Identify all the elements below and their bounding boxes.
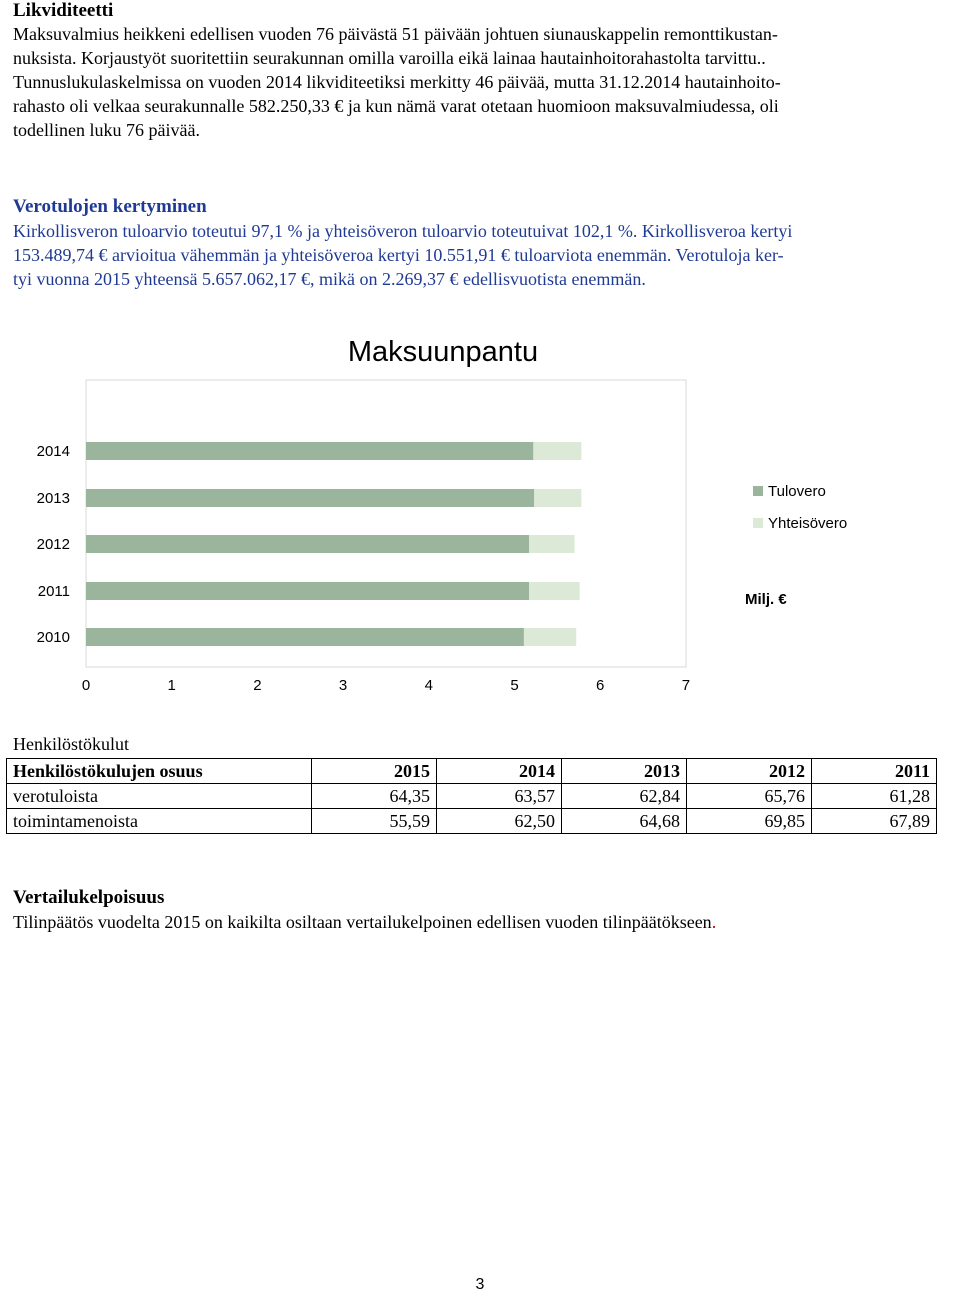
- bar-tulovero-2011: [86, 582, 529, 600]
- chart-frame: [86, 380, 686, 667]
- y-tick-label: 2013: [36, 490, 70, 507]
- table-cell: 62,50: [437, 809, 562, 834]
- heading-verotulojen-kertyminen: Verotulojen kertyminen: [13, 196, 207, 217]
- table-cell: 62,84: [562, 784, 687, 809]
- text-line: rahasto oli velkaa seurakunnalle 582.250,33 € ja kun nämä varat otetaan huomioon maksuvalmiudessa, oli: [13, 96, 779, 116]
- column-header: 2014: [437, 759, 562, 784]
- y-tick-label: 2012: [36, 536, 70, 553]
- chart-title: Maksuunpantu: [347, 336, 539, 368]
- bar-yhteisövero-2010: [524, 628, 576, 646]
- table-cell: verotuloista: [7, 784, 312, 809]
- y-tick-label: 2014: [36, 443, 70, 460]
- y-tick-label: 2011: [37, 583, 70, 600]
- y-tick-label: 2010: [36, 629, 70, 646]
- legend-swatch: [753, 518, 763, 528]
- x-tick-label: 7: [681, 677, 691, 694]
- bar-yhteisövero-2012: [529, 535, 574, 553]
- column-header: 2011: [812, 759, 937, 784]
- chart-bars: [86, 442, 581, 646]
- legend-label: Tulovero: [768, 483, 826, 500]
- table-cell: 67,89: [812, 809, 937, 834]
- text-line: Maksuvalmius heikkeni edellisen vuoden 76 päivästä 51 päivään johtuen siunauskappelin remonttikustan-: [13, 24, 778, 44]
- heading-likviditeetti: Likviditeetti: [13, 0, 114, 21]
- table-cell: 64,68: [562, 809, 687, 834]
- x-tick-label: 6: [596, 677, 605, 694]
- heading-vertailukelpoisuus: Vertailukelpoisuus: [13, 887, 165, 908]
- x-tick-label: 3: [338, 677, 348, 694]
- bar-tulovero-2012: [86, 535, 529, 553]
- column-header: Henkilöstökulujen osuus: [7, 759, 312, 784]
- text-line: Tilinpäätös vuodelta 2015 on kaikilta osiltaan vertailukelpoinen edellisen vuoden tilinpäätökseen.: [13, 912, 717, 932]
- text-line: todellinen luku 76 päivää.: [13, 120, 200, 140]
- x-axis-labels: [82, 677, 690, 694]
- legend-swatch: [753, 486, 763, 496]
- table-cell: 61,28: [812, 784, 937, 809]
- bar-tulovero-2010: [86, 628, 524, 646]
- legend-label: Yhteisövero: [768, 515, 848, 532]
- table-cell: 69,85: [687, 809, 812, 834]
- text-line: tyi vuonna 2015 yhteensä 5.657.062,17 €, mikä on 2.269,37 € edellisvuotista enemmän.: [13, 269, 646, 289]
- column-header: 2013: [562, 759, 687, 784]
- table-cell: 64,35: [312, 784, 437, 809]
- x-tick-label: 4: [424, 677, 433, 694]
- paragraph-verotulot: [13, 219, 792, 291]
- text-line: nuksista. Korjaustyöt suoritettiin seurakunnan omilla varoilla eikä lainaa hautainhoitorahastolta tarvittu..: [13, 48, 766, 68]
- x-tick-label: 5: [510, 677, 519, 694]
- paragraph-likviditeetti: [13, 22, 781, 142]
- x-tick-label: 2: [253, 677, 262, 694]
- y-axis-labels: [37, 443, 70, 646]
- page-number: 3: [475, 1276, 485, 1293]
- bar-yhteisövero-2014: [533, 442, 581, 460]
- table-header-row: [7, 759, 937, 784]
- bar-yhteisövero-2011: [529, 582, 580, 600]
- text-line: Tunnuslukulaskelmissa on vuoden 2014 likviditeetiksi merkitty 46 päivää, mutta 31.12.2014 hautainhoito-: [13, 72, 781, 92]
- table-row: [7, 809, 937, 834]
- chart-legend: [753, 483, 847, 532]
- column-header: 2012: [687, 759, 812, 784]
- bar-tulovero-2014: [86, 442, 533, 460]
- table-cell: toimintamenoista: [7, 809, 312, 834]
- table-cell: 63,57: [437, 784, 562, 809]
- text-line: 153.489,74 € arvioitua vähemmän ja yhteisöveroa kertyi 10.551,91 € tuloarviota enemmän. Verotuloja ker-: [13, 245, 784, 265]
- unit-label: Milj. €: [745, 591, 787, 608]
- text-line: Kirkollisveron tuloarvio toteutui 97,1 % ja yhteisöveron tuloarvio toteutuivat 102,1 %. Kirkollisveroa kertyi: [13, 221, 793, 241]
- table-cell: 65,76: [687, 784, 812, 809]
- table-title: Henkilöstökulut: [13, 734, 129, 754]
- paragraph-vertailukelpoisuus: [13, 910, 716, 934]
- table-row: [7, 784, 937, 809]
- maksuunpantu-chart: [0, 320, 960, 700]
- chart-border: [86, 380, 686, 667]
- column-header: 2015: [312, 759, 437, 784]
- x-tick-label: 0: [81, 677, 91, 694]
- trailing-period: .: [711, 912, 717, 932]
- table-cell: 55,59: [312, 809, 437, 834]
- bar-tulovero-2013: [86, 489, 534, 507]
- personnel-costs-table: [6, 758, 937, 834]
- bar-yhteisövero-2013: [534, 489, 581, 507]
- x-tick-label: 1: [167, 677, 176, 694]
